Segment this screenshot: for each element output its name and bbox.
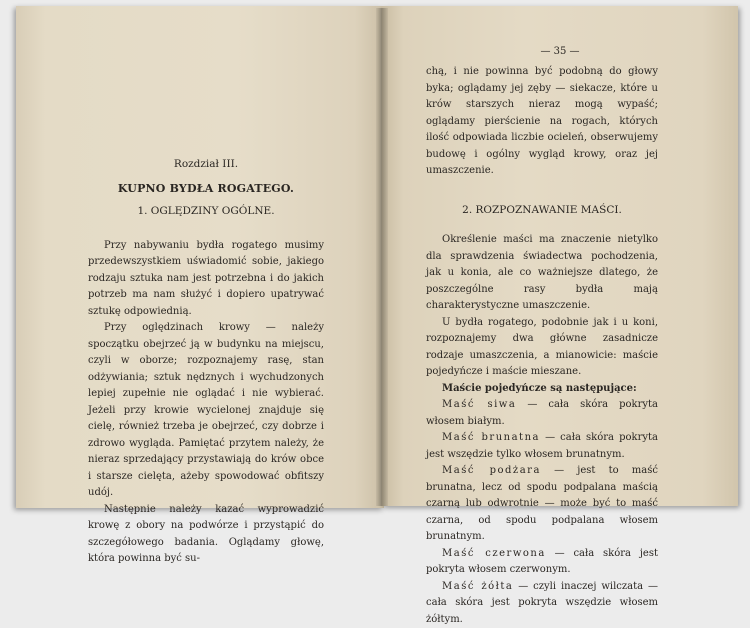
item-text: — cała skóra pokryta włosem białym. (426, 399, 658, 427)
item-name: Maść podżara (442, 465, 541, 476)
item-name: Maść brunatna (442, 432, 540, 443)
section-heading: 1. OGLĘDZINY OGÓLNE. (88, 203, 324, 220)
list-item (426, 579, 658, 628)
item-name: Maść czerwona (442, 548, 546, 559)
list-item (426, 397, 658, 430)
book-gutter (376, 8, 388, 506)
paragraph: Następnie należy kazać wyprowadzić krowę z obory na podwórze i przystąpić do szczegółowego badania. Oglądamy głowę, która powinna być su- (88, 502, 324, 568)
paragraph: Przy nabywaniu bydła rogatego musimy przedewszystkiem uświadomić sobie, jakiego rodzaju sztuka nam jest potrzebna i do jakich potrzeb ma nam służyć i dopiero upatrywać sztukę odpowiednią. (88, 238, 324, 321)
list-item (426, 430, 658, 463)
list-item (426, 546, 658, 579)
item-text: — cała skóra pokryta jest wszędzie tylko włosem brunatnym. (426, 432, 658, 460)
paragraph-continuation: chą, i nie powinna być podobną do głowy byka; oglądamy jej zęby — siekacze, które u krów starszych nieraz mogą wypaść; oglądamy pierścienie na rogach, których ilość odpowiada liczbie ocieleń, obserwujemy budowę i ogólny wygląd krowy, oraz jej umaszczenie. (426, 64, 658, 180)
page-number: — 35 — (382, 46, 738, 57)
paragraph: Przy oględzinach krowy — należy spoczątku obejrzeć ją w budynku na miejscu, czyli w oborze; rozpoznajemy rasę, stan odżywiania; sztuk nędznych i wychudzonych lepiej zupełnie nie oglądać i nie wybierać. Jeżeli przy krowie wycielonej znajduje się cielę, również trzeba je obejrzeć, czy dobrze i zdrowo wygląda. Pamiętać przytem należy, że nieraz sprzedający przystawiają do krów obce i starsze cielęta, ażeby spowodować obfitszy udój. (88, 320, 324, 502)
right-page-content (426, 64, 658, 628)
list-heading: Maście pojedyńcze są następujące: (426, 381, 658, 398)
item-text: — jest to maść brunatna, lecz od spodu podpalana maścią czarną lub odwrotnie — może być to maść czarna, od spodu podpalana włosem brunatnym. (426, 465, 658, 542)
section-heading: 2. ROZPOZNAWANIE MAŚCI. (426, 202, 658, 219)
item-text: — czyli inaczej wilczata — cała skóra jest pokryta wszędzie włosem żółtym. (426, 581, 658, 625)
item-name: Maść siwa (442, 399, 516, 410)
paragraph: U bydła rogatego, podobnie jak i u koni, rozpoznajemy dwa główne zasadnicze rodzaje umaszczenia, a mianowicie: maście pojedyńcze i maście mieszane. (426, 315, 658, 381)
paragraph: Określenie maści ma znaczenie nietylko dla sprawdzenia świadectwa pochodzenia, jak u konia, ale co ważniejsze dlatego, że poszczególne rasy bydła mają charakterystyczne umaszczenie. (426, 232, 658, 315)
chapter-title: KUPNO BYDŁA ROGATEGO. (88, 181, 324, 198)
list-item (426, 463, 658, 546)
item-name: Maść żółta (442, 581, 513, 592)
item-text: — cała skóra jest pokryta włosem czerwonym. (426, 548, 658, 576)
left-page-content (88, 156, 324, 568)
chapter-heading: Rozdział III. (88, 156, 324, 173)
left-page (16, 6, 384, 508)
book-spread (4, 2, 746, 516)
right-page (382, 6, 738, 506)
